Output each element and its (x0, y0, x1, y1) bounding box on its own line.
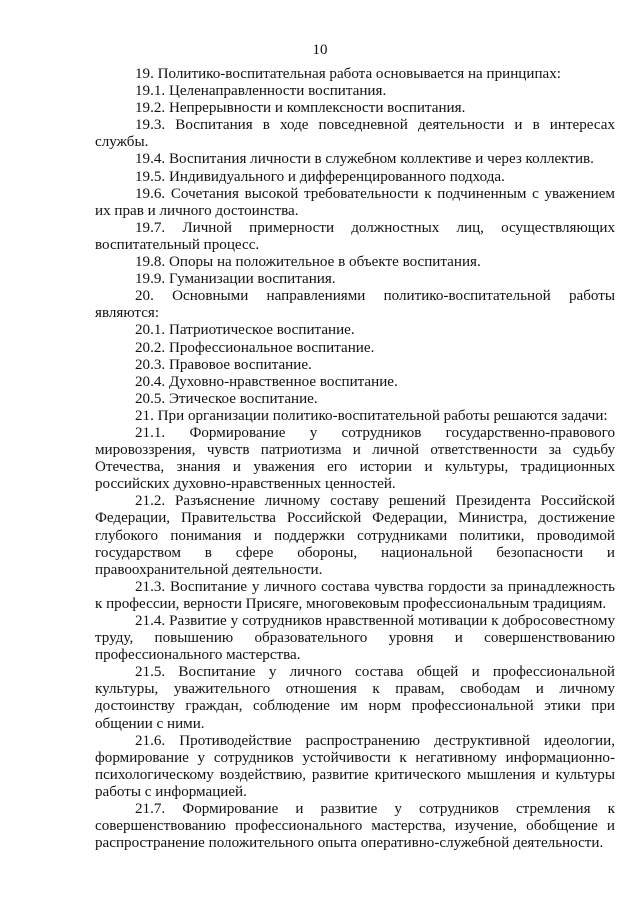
paragraph-20-4: 20.4. Духовно-нравственное воспитание. (135, 373, 398, 390)
paragraph-19-3: 19.3. Воспитания в ходе повседневной деятельности и в интересах службы. (95, 117, 615, 151)
paragraph-20-5: 20.5. Этическое воспитание. (135, 390, 318, 407)
paragraph-20-1: 20.1. Патриотическое воспитание. (135, 322, 355, 339)
paragraph-19-9: 19.9. Гуманизации воспитания. (135, 271, 336, 288)
paragraph-19-4: 19.4. Воспитания личности в служебном коллективе и через коллектив. (135, 151, 594, 168)
paragraph-21-4: 21.4. Развитие у сотрудников нравственной мотивации к добросовестному труду, повышению образовательного уровня и совершенствованию профессионального мастерства. (95, 613, 615, 664)
paragraph-19-1: 19.1. Целенаправленности воспитания. (135, 83, 387, 100)
page-number: 10 (312, 42, 328, 58)
paragraph-19: 19. Политико-воспитательная работа основывается на принципах: (135, 66, 561, 82)
paragraph-20: 20. Основными направлениями политико-воспитательной работы являются: (95, 288, 615, 322)
paragraph-21-3: 21.3. Воспитание у личного состава чувства гордости за принадлежность к профессии, верности Присяге, многовековым профессиональным традициям. (95, 578, 615, 612)
paragraph-21-1: 21.1. Формирование у сотрудников государственно-правового мировоззрения, чувств патриотизма и личной ответственности за судьбу Отечества, знания и уважения его истории и культуры, традиционных российских духовно-нравственных ценностей. (95, 424, 615, 493)
paragraph-20-2: 20.2. Профессиональное воспитание. (135, 339, 375, 356)
paragraph-21-2: 21.2. Разъяснение личному составу решений Президента Российской Федерации, Правительства Российской Федерации, Министра, достижение глубокого понимания и поддержки сотрудниками политики, проводимой государством в сфере обороны, национальной безопасности и правоохранительной деятельности. (95, 493, 615, 578)
paragraph-20-3: 20.3. Правовое воспитание. (135, 356, 312, 373)
document-body (95, 66, 615, 852)
paragraph-21-7: 21.7. Формирование и развитие у сотрудников стремления к совершенствованию профессионального мастерства, изучение, обобщение и распространение положительного опыта оперативно-служебной деятельности. (95, 801, 615, 852)
paragraph-19-7: 19.7. Личной примерности должностных лиц, осуществляющих воспитательный процесс. (95, 219, 615, 253)
paragraph-19-8: 19.8. Опоры на положительное в объекте воспитания. (135, 254, 481, 271)
paragraph-21-6: 21.6. Противодействие распространению деструктивной идеологии, формирование у сотрудников устойчивости к негативному информационно-психологическому воздействию, развитие критического мышления и культуры работы с информацией. (95, 732, 615, 800)
paragraph-19-6: 19.6. Сочетания высокой требовательности к подчиненным с уважением их прав и личного достоинства. (95, 185, 615, 219)
paragraph-21: 21. При организации политико-воспитательной работы решаются задачи: (135, 407, 608, 424)
paragraph-19-5: 19.5. Индивидуального и дифференцированного подхода. (135, 168, 505, 185)
paragraph-21-5: 21.5. Воспитание у личного состава общей и профессиональной культуры, уважительного отношения к правам, свободам и личному достоинству граждан, соблюдение им норм профессиональной этики при общении с ними. (95, 664, 615, 732)
paragraph-19-2: 19.2. Непрерывности и комплексности воспитания. (135, 100, 466, 117)
